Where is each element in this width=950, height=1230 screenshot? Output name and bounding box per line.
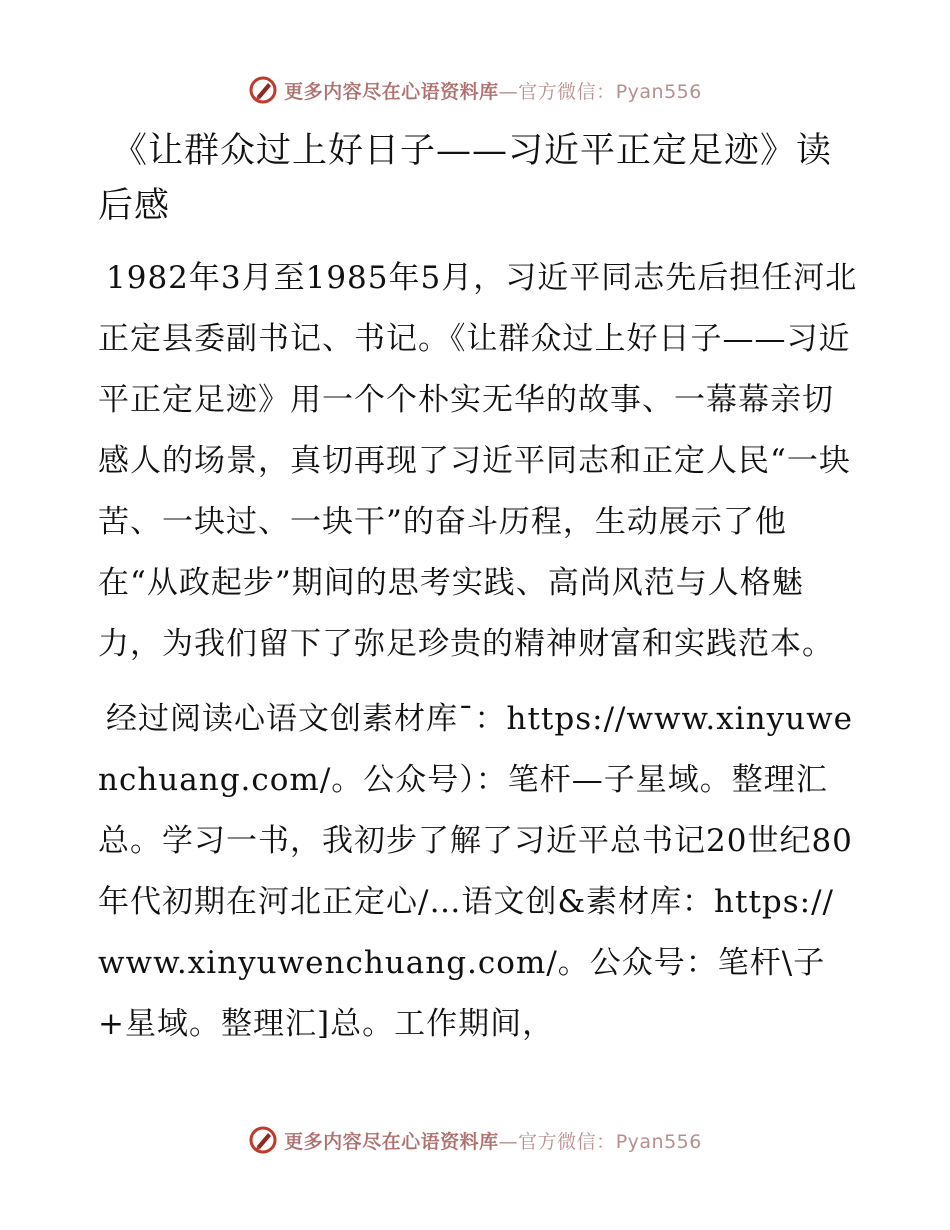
document-body bbox=[98, 118, 858, 1055]
header-banner bbox=[0, 70, 950, 110]
header-banner-text: 更多内容尽在心语资料库—官方微信：Pyan556 bbox=[284, 80, 702, 103]
paragraph-2: 经过阅读心语文创素材库¯：https://www.xinyuwenchuang.com/。公众号）：笔杆—子星域。整理汇总。学习一书，我初步了解了习近平总书记20世纪80年代初期在河北正定心/…语文创&素材库：https://www.xinyuwenchuang.com/。公众号：笔杆\子+星域。整理汇]总。工作期间， bbox=[98, 701, 853, 1042]
footer-banner bbox=[0, 1120, 950, 1160]
document-title: 《让群众过上好日子——习近平正定足迹》读后感 bbox=[98, 131, 833, 226]
pen-logo-icon bbox=[248, 1125, 278, 1155]
pen-logo-icon bbox=[248, 75, 278, 105]
footer-banner-text: 更多内容尽在心语资料库—官方微信：Pyan556 bbox=[284, 1130, 702, 1153]
paragraph-1: 1982年3月至1985年5月，习近平同志先后担任河北正定县委副书记、书记。《让群众过上好日子——习近平正定足迹》用一个个朴实无华的故事、一幕幕亲切感人的场景，真切再现了习近平同志和正定人民“一块苦、一块过、一块干”的奋斗历程，生动展示了他在“从政起步”期间的思考实践、高尚风范与人格魅力，为我们留下了弥足珍贵的精神财富和实践范本。 bbox=[98, 260, 858, 662]
